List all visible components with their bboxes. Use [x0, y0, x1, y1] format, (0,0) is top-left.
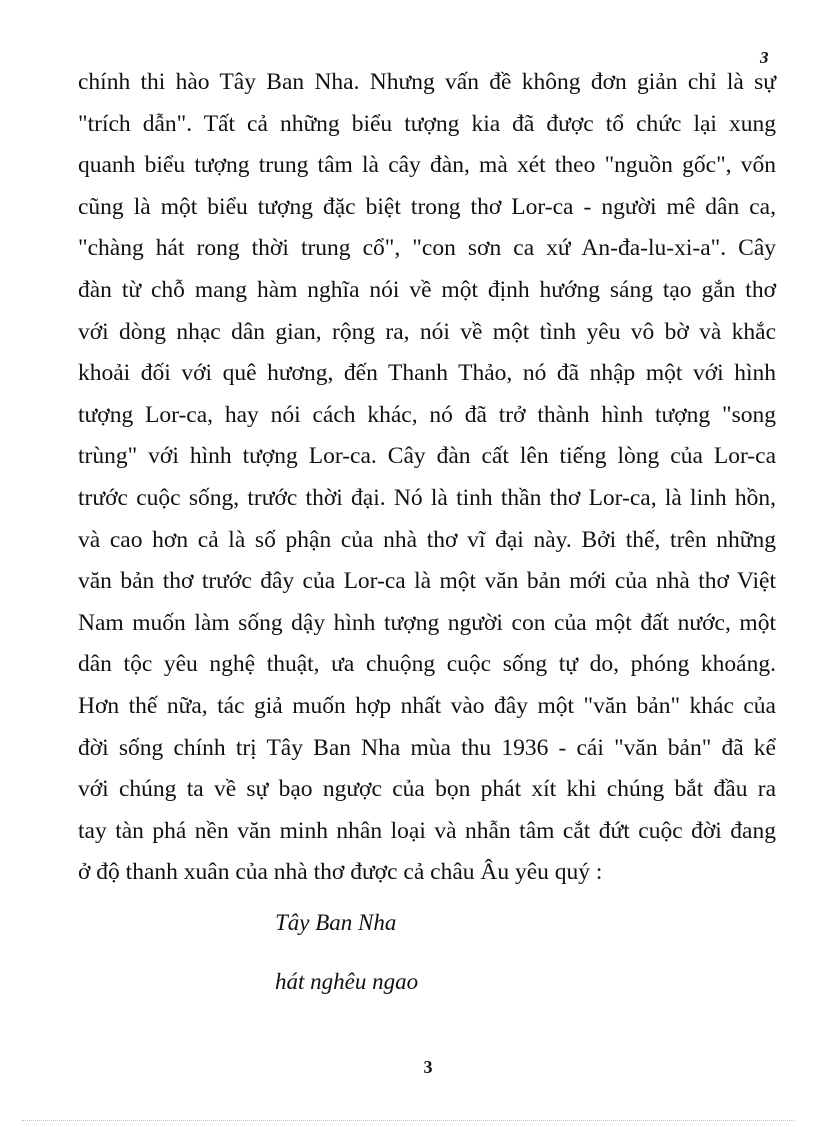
body-line: "trích dẫn". Tất cả những biểu tượng kia đã được tổ chức lại xung [78, 110, 776, 137]
body-line: dân tộc yêu nghệ thuật, ưa chuộng cuộc sống tự do, phóng khoáng. [78, 651, 776, 678]
body-line: đàn từ chỗ mang hàm nghĩa nói về một định hướng sáng tạo gắn thơ [78, 276, 776, 303]
body-line: quanh biểu tượng trung tâm là cây đàn, mà xét theo "nguồn gốc", vốn [78, 152, 776, 179]
footer-divider [22, 1120, 794, 1121]
body-paragraph [78, 62, 776, 894]
header-page-number: 3 [760, 48, 769, 67]
body-line: tượng Lor-ca, hay nói cách khác, nó đã trở thành hình tượng "song [78, 401, 776, 428]
body-line: và cao hơn cả là số phận của nhà thơ vĩ đại này. Bởi thế, trên những [78, 526, 776, 553]
body-line: tay tàn phá nền văn minh nhân loại và nhẫn tâm cắt đứt cuộc đời đang [78, 817, 776, 844]
poem-excerpt [275, 908, 418, 997]
body-line: chính thi hào Tây Ban Nha. Nhưng vấn đề không đơn giản chỉ là sự [78, 69, 776, 95]
footer-page-number: 3 [423, 1057, 433, 1077]
body-line: cũng là một biểu tượng đặc biệt trong thơ Lor-ca - người mê dân ca, [78, 193, 776, 220]
body-line: đời sống chính trị Tây Ban Nha mùa thu 1936 - cái "văn bản" đã kể [78, 734, 776, 761]
poem-line: hát nghêu ngao [275, 969, 419, 994]
body-line: "chàng hát rong thời trung cổ", "con sơn ca xứ An-đa-lu-xi-a". Cây [78, 235, 776, 262]
body-line: trùng" với hình tượng Lor-ca. Cây đàn cất lên tiếng lòng của Lor-ca [78, 443, 776, 470]
body-line: Hơn thế nữa, tác giả muốn hợp nhất vào đây một "văn bản" khác của [78, 692, 776, 719]
body-line: văn bản thơ trước đây của Lor-ca là một văn bản mới của nhà thơ Việt [78, 568, 776, 595]
body-line: khoải đối với quê hương, đến Thanh Thảo, nó đã nhập một với hình [78, 360, 776, 387]
poem-line: Tây Ban Nha [275, 910, 397, 935]
body-line: với chúng ta về sự bạo ngược của bọn phát xít khi chúng bắt đầu ra [78, 776, 776, 803]
body-line-last: ở độ thanh xuân của nhà thơ được cả châu Âu yêu quý : [78, 859, 603, 886]
body-line: Nam muốn làm sống dậy hình tượng người con của một đất nước, một [78, 609, 776, 636]
body-line: với dòng nhạc dân gian, rộng ra, nói về một tình yêu vô bờ và khắc [78, 318, 776, 345]
body-line: trước cuộc sống, trước thời đại. Nó là tinh thần thơ Lor-ca, là linh hồn, [78, 484, 776, 511]
